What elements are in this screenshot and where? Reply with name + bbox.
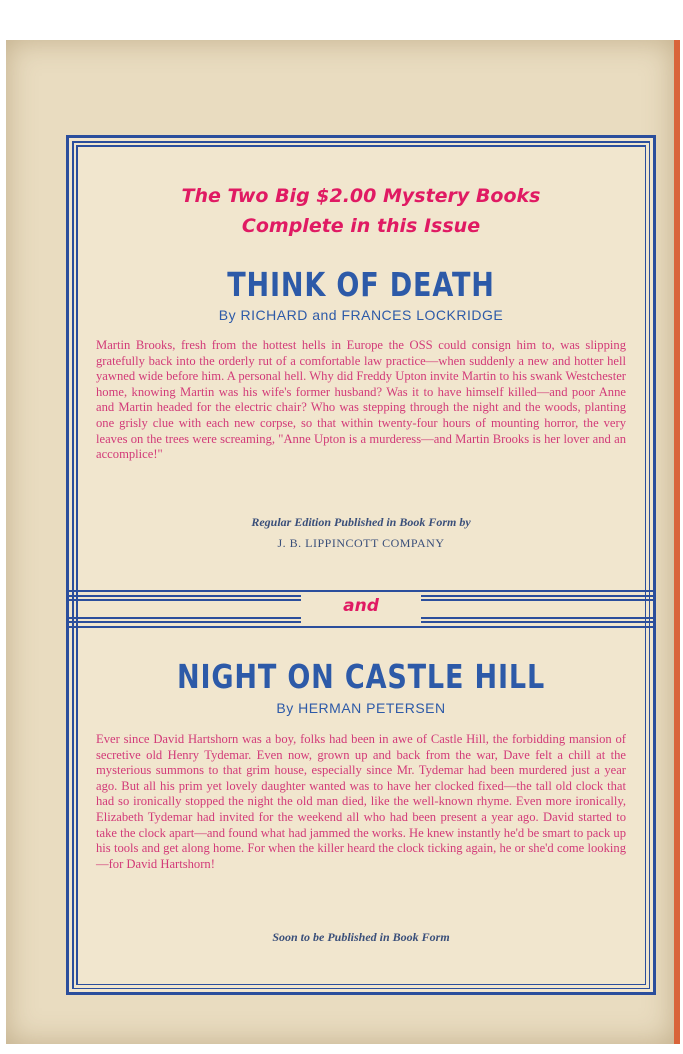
border-line bbox=[645, 145, 647, 985]
book1-blurb: Martin Brooks, fresh from the hottest hells in Europe the OSS could consign him to, was slipping gratefully back into the orderly rut of a comfortable law practice—when suddenly a new and hotter hell yawned wide before him. A personal hell. Why did Freddy Upton invite Martin to his swank Westchester home, knowing Martin was his wife's former husband? Was it to have himself killed—and poor Anne and Martin headed for the electric chair? Who was stepping through the night and the woods, planting one grisly clue with each new corpse, so that within twenty-four hours of mounting horror, the very leaves on the trees were screaming, "Anne Upton is a murderess—and Martin Brooks is her lover and an accomplice!" bbox=[96, 338, 626, 462]
book2-blurb: Ever since David Hartshorn was a boy, folks had been in awe of Castle Hill, the forbidding mansion of secretive old Henry Tydemar. Even now, grown up and back from the war, Dave felt a chill at the mysterious summons to that grim house, especially since Mr. Tydemar had been murdered just a year ago. But all his prim yet lovely daughter wanted was to have her clocked fixed—the tall old clock that had so ironically stopped the night the old man died, like the well-known rhyme. Even more ironically, Elizabeth Tydemar had invited for the weekend all who had been present a year ago. David started to take the clock apart—and found what had jammed the works. He knew instantly he'd be smart to pack up his tools and get along home. For when the killer heard the clock ticking again, he or she'd come looking—for David Hartshorn! bbox=[96, 732, 627, 871]
book2-byline: By HERMAN PETERSEN bbox=[276, 700, 446, 716]
book2-title: NIGHT ON CASTLE HILL bbox=[176, 657, 546, 696]
book1-publisher: J. B. LIPPINCOTT COMPANY bbox=[277, 536, 445, 550]
book2-edition-note: Soon to be Published in Book Form bbox=[272, 930, 450, 944]
border-line bbox=[72, 988, 650, 990]
border-line bbox=[76, 145, 78, 985]
book1-byline: By RICHARD and FRANCES LOCKRIDGE bbox=[218, 307, 504, 323]
border-line bbox=[66, 135, 656, 138]
separator-line bbox=[66, 626, 656, 628]
separator-and: and bbox=[343, 596, 379, 616]
border-line bbox=[76, 984, 646, 986]
ornamental-frame bbox=[66, 135, 656, 995]
border-line bbox=[72, 141, 650, 143]
magazine-back-cover bbox=[6, 40, 680, 1044]
header-line-1: The Two Big $2.00 Mystery Books bbox=[181, 185, 541, 207]
border-line bbox=[653, 135, 656, 995]
border-line bbox=[66, 992, 656, 995]
header-line-2: Complete in this Issue bbox=[241, 215, 481, 237]
border-line bbox=[66, 135, 69, 995]
border-line bbox=[72, 141, 74, 989]
book1-edition-note: Regular Edition Published in Book Form by bbox=[251, 515, 471, 529]
separator-line bbox=[66, 590, 656, 592]
book1-title: THINK OF DEATH bbox=[227, 265, 495, 304]
border-line bbox=[76, 145, 646, 147]
border-line bbox=[649, 141, 651, 989]
